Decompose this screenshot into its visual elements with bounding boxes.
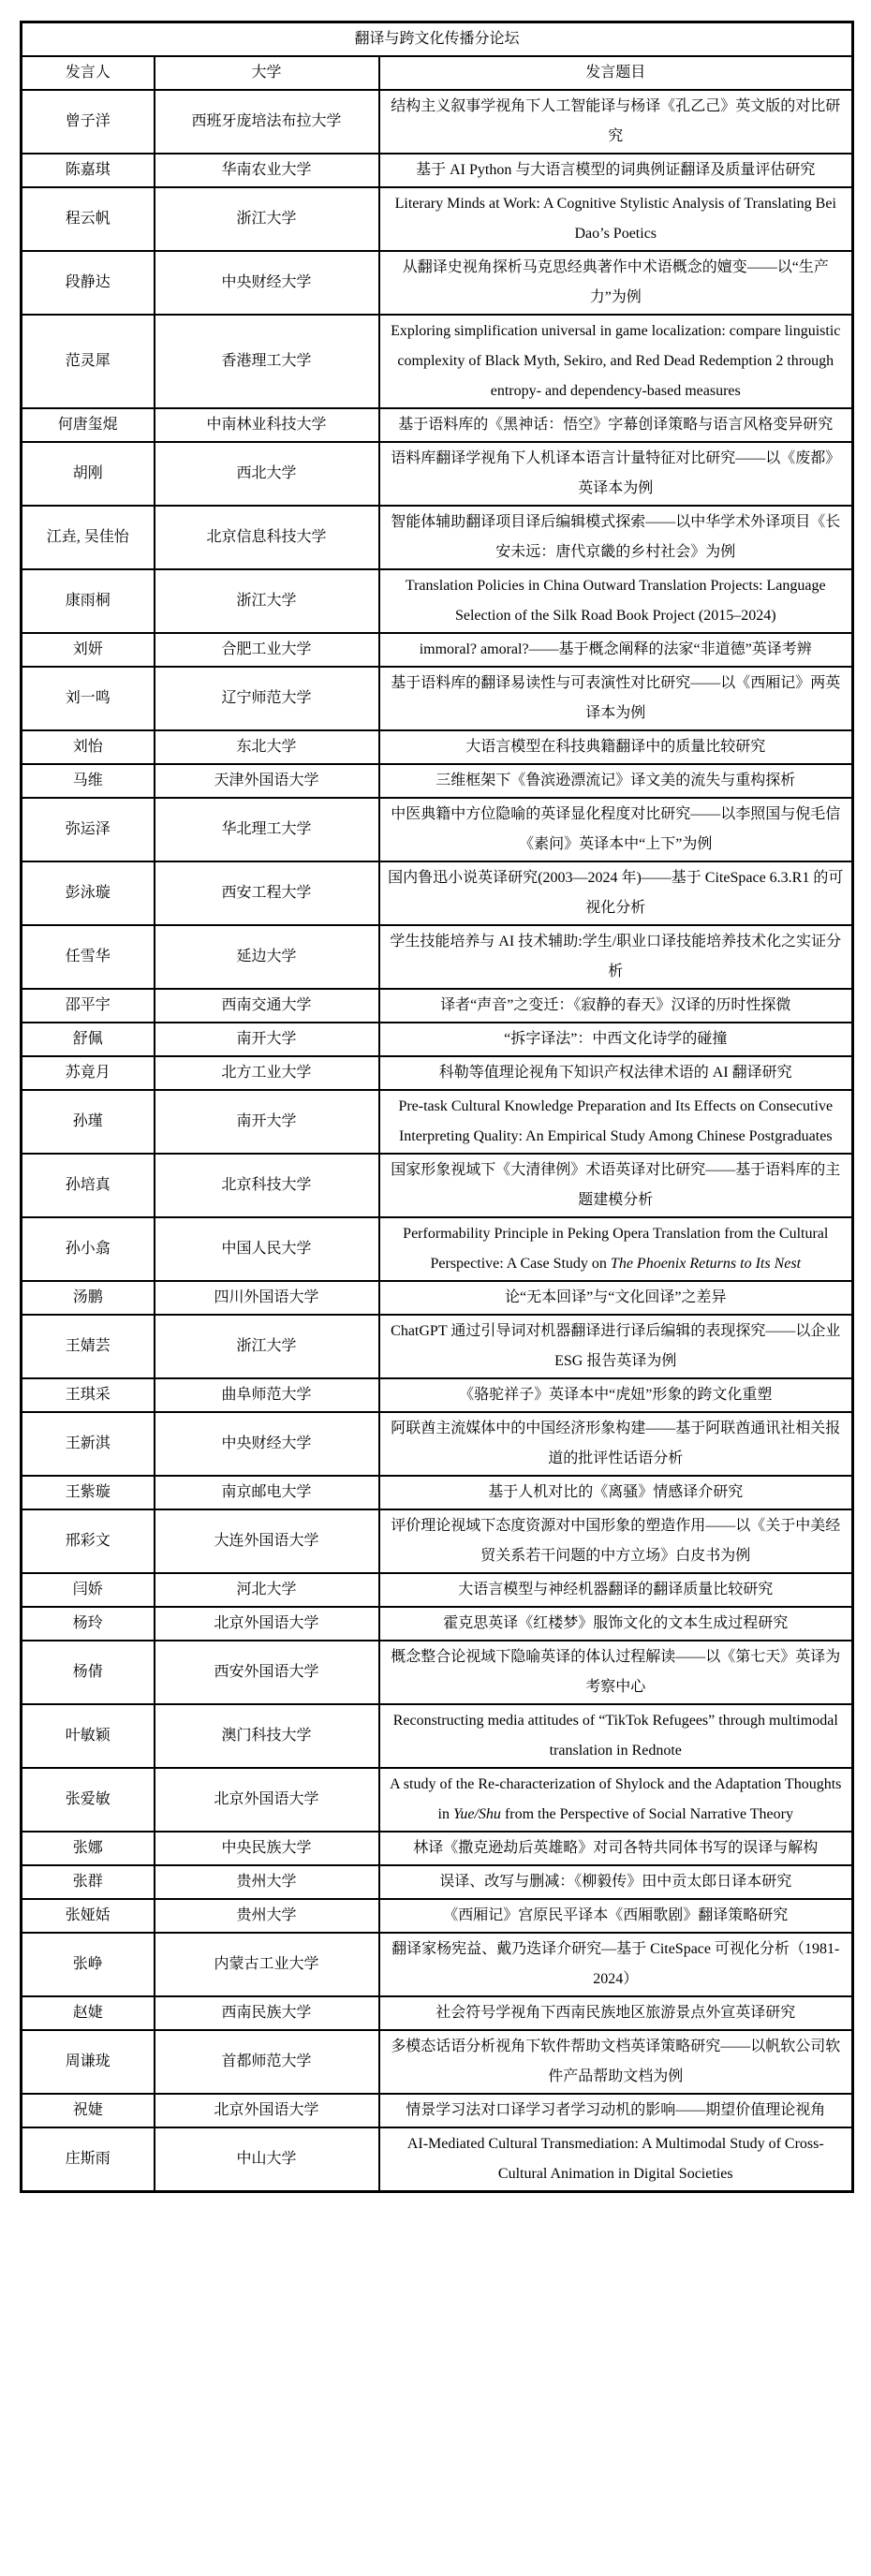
table-row: [22, 989, 853, 1023]
speaker-cell: 汤鹏: [22, 1281, 155, 1315]
title-cell: 三维框架下《鲁滨逊漂流记》译文美的流失与重构探析: [379, 764, 853, 798]
table-row: [22, 187, 853, 251]
speaker-cell: 王婧芸: [22, 1315, 155, 1378]
forum-title: 翻译与跨文化传播分论坛: [22, 22, 853, 57]
table-row: [22, 1899, 853, 1933]
table-row: [22, 1090, 853, 1154]
title-cell: 翻译家杨宪益、戴乃迭译介研究—基于 CiteSpace 可视化分析（1981-2024）: [379, 1933, 853, 1996]
university-cell: 南京邮电大学: [155, 1476, 379, 1509]
column-header-topic: 发言题目: [379, 56, 853, 90]
university-cell: 浙江大学: [155, 1315, 379, 1378]
university-cell: 香港理工大学: [155, 315, 379, 408]
speaker-cell: 王紫璇: [22, 1476, 155, 1509]
university-cell: 西南民族大学: [155, 1996, 379, 2030]
table-row: [22, 1865, 853, 1899]
table-row: [22, 506, 853, 569]
table-row: [22, 1996, 853, 2030]
university-cell: 浙江大学: [155, 569, 379, 633]
university-cell: 西南交通大学: [155, 989, 379, 1023]
speaker-cell: 张群: [22, 1865, 155, 1899]
title-cell: 阿联酋主流媒体中的中国经济形象构建——基于阿联酋通讯社相关报道的批评性话语分析: [379, 1412, 853, 1476]
table-row: [22, 1217, 853, 1281]
speaker-cell: 王琪采: [22, 1378, 155, 1412]
table-row: [22, 315, 853, 408]
university-cell: 曲阜师范大学: [155, 1378, 379, 1412]
table-row: [22, 1832, 853, 1865]
speaker-cell: 马维: [22, 764, 155, 798]
table-row: [22, 1476, 853, 1509]
speaker-cell: 弥运泽: [22, 798, 155, 861]
university-cell: 北京外国语大学: [155, 1607, 379, 1641]
speaker-cell: 苏竟月: [22, 1056, 155, 1090]
university-cell: 河北大学: [155, 1573, 379, 1607]
speaker-cell: 刘一鸣: [22, 667, 155, 730]
table-row: [22, 861, 853, 925]
table-row: [22, 569, 853, 633]
title-cell: Translation Policies in China Outward Translation Projects: Language Selection of the Silk Road Book Project (2015–2024): [379, 569, 853, 633]
university-cell: 中南林业科技大学: [155, 408, 379, 442]
title-cell: 国家形象视域下《大清律例》术语英译对比研究——基于语料库的主题建模分析: [379, 1154, 853, 1217]
table-row: [22, 1056, 853, 1090]
column-header-row: [22, 56, 853, 90]
university-cell: 贵州大学: [155, 1899, 379, 1933]
university-cell: 大连外国语大学: [155, 1509, 379, 1573]
table-row: [22, 1641, 853, 1704]
university-cell: 西班牙庞培法布拉大学: [155, 90, 379, 154]
table-row: [22, 1509, 853, 1573]
title-cell: 智能体辅助翻译项目译后编辑模式探索——以中华学术外译项目《长安未远：唐代京畿的乡村社会》为例: [379, 506, 853, 569]
speaker-cell: 程云帆: [22, 187, 155, 251]
title-cell: Exploring simplification universal in game localization: compare linguistic complexity of Black Myth, Sekiro, and Red Dead Redemption 2 through entropy- and dependency-based measures: [379, 315, 853, 408]
university-cell: 首都师范大学: [155, 2030, 379, 2094]
title-cell: 科勒等值理论视角下知识产权法律术语的 AI 翻译研究: [379, 1056, 853, 1090]
title-cell: 概念整合论视域下隐喻英译的体认过程解读——以《第七天》英译为考察中心: [379, 1641, 853, 1704]
university-cell: 北京科技大学: [155, 1154, 379, 1217]
speaker-cell: 邢彩文: [22, 1509, 155, 1573]
university-cell: 西安外国语大学: [155, 1641, 379, 1704]
university-cell: 中央财经大学: [155, 251, 379, 315]
title-cell: 基于语料库的《黑神话：悟空》字幕创译策略与语言风格变异研究: [379, 408, 853, 442]
table-row: [22, 667, 853, 730]
title-cell: 论“无本回译”与“文化回译”之差异: [379, 1281, 853, 1315]
table-row: [22, 1412, 853, 1476]
table-row: [22, 798, 853, 861]
title-cell: 基于人机对比的《离骚》情感译介研究: [379, 1476, 853, 1509]
speaker-cell: 孙培真: [22, 1154, 155, 1217]
table-row: [22, 442, 853, 506]
title-cell: 社会符号学视角下西南民族地区旅游景点外宣英译研究: [379, 1996, 853, 2030]
university-cell: 北方工业大学: [155, 1056, 379, 1090]
speaker-cell: 刘妍: [22, 633, 155, 667]
forum-schedule-table: [20, 21, 854, 2193]
table-row: [22, 925, 853, 989]
speaker-cell: 任雪华: [22, 925, 155, 989]
speaker-cell: 孙瑾: [22, 1090, 155, 1154]
table-row: [22, 154, 853, 187]
title-cell: Pre-task Cultural Knowledge Preparation and Its Effects on Consecutive Interpreting Quality: An Empirical Study Among Chinese Postgraduates: [379, 1090, 853, 1154]
title-cell: Literary Minds at Work: A Cognitive Stylistic Analysis of Translating Bei Dao’s Poetics: [379, 187, 853, 251]
speaker-cell: 曾子洋: [22, 90, 155, 154]
university-cell: 内蒙古工业大学: [155, 1933, 379, 1996]
table-row: [22, 1023, 853, 1056]
speaker-cell: 孙小翕: [22, 1217, 155, 1281]
title-cell: 《西厢记》宫原民平译本《西厢歌剧》翻译策略研究: [379, 1899, 853, 1933]
university-cell: 澳门科技大学: [155, 1704, 379, 1768]
speaker-cell: 舒佩: [22, 1023, 155, 1056]
table-row: [22, 730, 853, 764]
table-row: [22, 90, 853, 154]
title-cell: 结构主义叙事学视角下人工智能译与杨译《孔乙己》英文版的对比研究: [379, 90, 853, 154]
title-cell: 学生技能培养与 AI 技术辅助:学生/职业口译技能培养技术化之实证分析: [379, 925, 853, 989]
university-cell: 浙江大学: [155, 187, 379, 251]
table-row: [22, 408, 853, 442]
title-cell: 基于 AI Python 与大语言模型的词典例证翻译及质量评估研究: [379, 154, 853, 187]
speaker-cell: 段静达: [22, 251, 155, 315]
title-cell: AI-Mediated Cultural Transmediation: A Multimodal Study of Cross-Cultural Animation in Digital Societies: [379, 2127, 853, 2192]
title-cell: 国内鲁迅小说英译研究(2003—2024 年)——基于 CiteSpace 6.3.R1 的可视化分析: [379, 861, 853, 925]
university-cell: 辽宁师范大学: [155, 667, 379, 730]
university-cell: 中山大学: [155, 2127, 379, 2192]
university-cell: 西安工程大学: [155, 861, 379, 925]
table-row: [22, 1607, 853, 1641]
speaker-cell: 彭泳璇: [22, 861, 155, 925]
table-row: [22, 1281, 853, 1315]
university-cell: 四川外国语大学: [155, 1281, 379, 1315]
title-cell: 基于语料库的翻译易读性与可表演性对比研究——以《西厢记》两英译本为例: [379, 667, 853, 730]
table-row: [22, 1378, 853, 1412]
title-cell: 从翻译史视角探析马克思经典著作中术语概念的嬗变——以“生产力”为例: [379, 251, 853, 315]
title-cell: 《骆驼祥子》英译本中“虎妞”形象的跨文化重塑: [379, 1378, 853, 1412]
university-cell: 西北大学: [155, 442, 379, 506]
title-cell: 情景学习法对口译学习者学习动机的影响——期望价值理论视角: [379, 2094, 853, 2127]
speaker-cell: 闫娇: [22, 1573, 155, 1607]
university-cell: 华南农业大学: [155, 154, 379, 187]
table-row: [22, 2030, 853, 2094]
title-cell: “拆字译法”：中西文化诗学的碰撞: [379, 1023, 853, 1056]
column-header-speaker: 发言人: [22, 56, 155, 90]
table-row: [22, 1768, 853, 1832]
table-head: [22, 22, 853, 91]
university-cell: 北京信息科技大学: [155, 506, 379, 569]
speaker-cell: 胡刚: [22, 442, 155, 506]
speaker-cell: 张娅姡: [22, 1899, 155, 1933]
title-cell: immoral? amoral?——基于概念阐释的法家“非道德”英译考辨: [379, 633, 853, 667]
table-row: [22, 251, 853, 315]
speaker-cell: 杨玲: [22, 1607, 155, 1641]
title-cell: 语料库翻译学视角下人机译本语言计量特征对比研究——以《废都》英译本为例: [379, 442, 853, 506]
speaker-cell: 范灵犀: [22, 315, 155, 408]
speaker-cell: 庄斯雨: [22, 2127, 155, 2192]
speaker-cell: 张娜: [22, 1832, 155, 1865]
speaker-cell: 叶敏颖: [22, 1704, 155, 1768]
title-cell: Performability Principle in Peking Opera Translation from the Cultural Perspective: A Case Study on The Phoenix Returns to Its Nest: [379, 1217, 853, 1281]
title-cell: 多模态话语分析视角下软件帮助文档英译策略研究——以帆软公司软件产品帮助文档为例: [379, 2030, 853, 2094]
table-row: [22, 1704, 853, 1768]
university-cell: 中央财经大学: [155, 1412, 379, 1476]
speaker-cell: 江垚, 吴佳怡: [22, 506, 155, 569]
table-row: [22, 633, 853, 667]
speaker-cell: 周谦珑: [22, 2030, 155, 2094]
speaker-cell: 杨倩: [22, 1641, 155, 1704]
title-cell: Reconstructing media attitudes of “TikTok Refugees” through multimodal translation in Rednote: [379, 1704, 853, 1768]
title-cell: ChatGPT 通过引导词对机器翻译进行译后编辑的表现探究——以企业 ESG 报告英译为例: [379, 1315, 853, 1378]
title-cell: 中医典籍中方位隐喻的英译显化程度对比研究——以李照国与倪毛信《素问》英译本中“上下”为例: [379, 798, 853, 861]
university-cell: 东北大学: [155, 730, 379, 764]
title-cell: 霍克思英译《红楼梦》服饰文化的文本生成过程研究: [379, 1607, 853, 1641]
university-cell: 中央民族大学: [155, 1832, 379, 1865]
title-cell: 误译、改写与删减：《柳毅传》田中贡太郎日译本研究: [379, 1865, 853, 1899]
speaker-cell: 陈嘉琪: [22, 154, 155, 187]
university-cell: 南开大学: [155, 1090, 379, 1154]
column-header-university: 大学: [155, 56, 379, 90]
university-cell: 天津外国语大学: [155, 764, 379, 798]
university-cell: 南开大学: [155, 1023, 379, 1056]
table-row: [22, 1573, 853, 1607]
table-row: [22, 1933, 853, 1996]
speaker-cell: 张峥: [22, 1933, 155, 1996]
speaker-cell: 张爱敏: [22, 1768, 155, 1832]
table-row: [22, 764, 853, 798]
title-cell: 大语言模型在科技典籍翻译中的质量比较研究: [379, 730, 853, 764]
university-cell: 北京外国语大学: [155, 1768, 379, 1832]
title-cell: 评价理论视域下态度资源对中国形象的塑造作用——以《关于中美经贸关系若干问题的中方立场》白皮书为例: [379, 1509, 853, 1573]
speaker-cell: 赵婕: [22, 1996, 155, 2030]
table-row: [22, 2094, 853, 2127]
speaker-cell: 何唐玺焜: [22, 408, 155, 442]
table-row: [22, 2127, 853, 2192]
title-cell: 大语言模型与神经机器翻译的翻译质量比较研究: [379, 1573, 853, 1607]
table-row: [22, 1154, 853, 1217]
table-row: [22, 1315, 853, 1378]
forum-table-body: [22, 90, 853, 2192]
table-title-row: [22, 22, 853, 57]
speaker-cell: 邵平宇: [22, 989, 155, 1023]
title-cell: 译者“声音”之变迁：《寂静的春天》汉译的历时性探微: [379, 989, 853, 1023]
speaker-cell: 刘怡: [22, 730, 155, 764]
university-cell: 华北理工大学: [155, 798, 379, 861]
speaker-cell: 祝婕: [22, 2094, 155, 2127]
university-cell: 合肥工业大学: [155, 633, 379, 667]
title-cell: A study of the Re-characterization of Shylock and the Adaptation Thoughts in Yue/Shu from the Perspective of Social Narrative Theory: [379, 1768, 853, 1832]
speaker-cell: 康雨桐: [22, 569, 155, 633]
university-cell: 中国人民大学: [155, 1217, 379, 1281]
speaker-cell: 王新淇: [22, 1412, 155, 1476]
university-cell: 延边大学: [155, 925, 379, 989]
title-cell: 林译《撒克逊劫后英雄略》对司各特共同体书写的误译与解构: [379, 1832, 853, 1865]
university-cell: 贵州大学: [155, 1865, 379, 1899]
university-cell: 北京外国语大学: [155, 2094, 379, 2127]
